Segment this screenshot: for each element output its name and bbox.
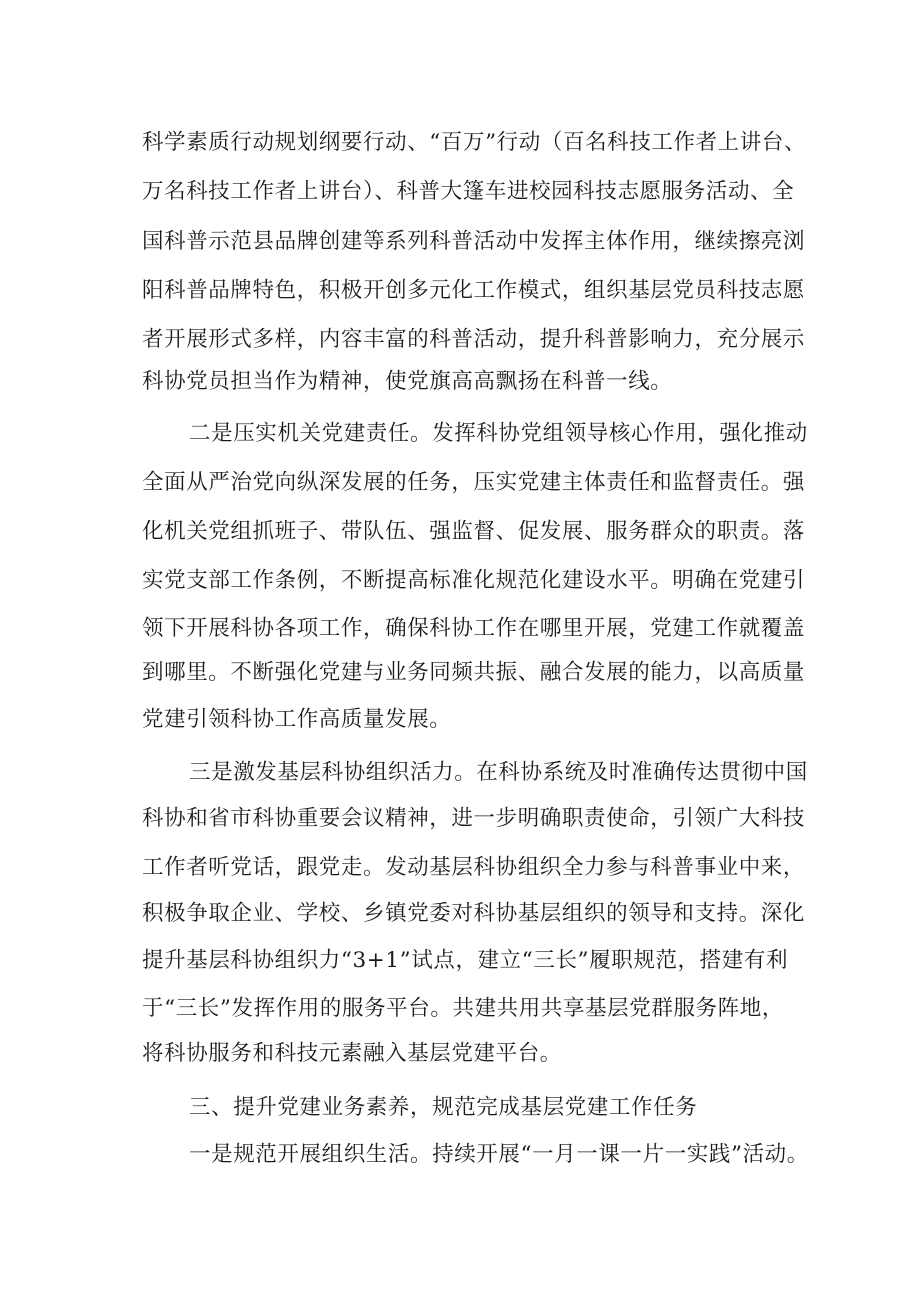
text-line: 积极争取企业、学校、乡镇党委对科协基层组织的领导和支持。深化 bbox=[142, 901, 806, 926]
text-line: 领下开展科协各项工作，确保科协工作在哪里开展，党建工作就覆盖 bbox=[142, 616, 806, 641]
text-line: 阳科普品牌特色，积极开创多元化工作模式，组织基层党员科技志愿 bbox=[142, 278, 806, 303]
text-line: 实党支部工作条例，不断提高标准化规范化建设水平。明确在党建引 bbox=[142, 568, 806, 593]
text-line: 全面从严治党向纵深发展的任务，压实党建主体责任和监督责任。强 bbox=[142, 470, 806, 495]
text-line: 国科普示范县品牌创建等系列科普活动中发挥主体作用，继续擦亮浏 bbox=[142, 229, 806, 254]
text-line: 到哪里。不断强化党建与业务同频共振、融合发展的能力，以高质量 bbox=[142, 660, 806, 685]
text-line: 于“三长”发挥作用的服务平台。共建共用共享基层党群服务阵地， bbox=[142, 996, 784, 1021]
text-line: 提升基层科协组织力“3+1”试点，建立“三长”履职规范，搭建有利 bbox=[142, 948, 789, 973]
section-heading: 三、提升党建业务素养，规范完成基层党建工作任务 bbox=[189, 1095, 698, 1120]
paragraph-4: 一是规范开展组织生活。持续开展“一月一课一片一实践”活动。 bbox=[189, 1142, 809, 1167]
text-line: 工作者听党话，跟党走。发动基层科协组织全力参与科普事业中来， bbox=[142, 855, 806, 880]
text-line: 二是压实机关党建责任。发挥科协党组领导核心作用，强化推动 bbox=[189, 421, 808, 446]
text-line: 化机关党组抓班子、带队伍、强监督、促发展、服务群众的职责。落 bbox=[142, 519, 806, 544]
text-line: 科学素质行动规划纲要行动、“百万”行动（百名科技工作者上讲台、 bbox=[142, 130, 807, 155]
text-line: 科协党员担当作为精神，使党旗高高飘扬在科普一线。 bbox=[142, 369, 673, 394]
text-line: 党建引领科协工作高质量发展。 bbox=[142, 707, 452, 732]
text-line: 将科协服务和科技元素融入基层党建平台。 bbox=[142, 1041, 562, 1066]
text-line: 三是激发基层科协组织活力。在科协系统及时准确传达贯彻中国 bbox=[189, 760, 808, 785]
text-line: 万名科技工作者上讲台）、科普大篷车进校园科技志愿服务活动、全 bbox=[142, 179, 795, 204]
text-line: 科协和省市科协重要会议精神，进一步明确职责使命，引领广大科技 bbox=[142, 806, 806, 831]
text-line: 者开展形式多样，内容丰富的科普活动，提升科普影响力，充分展示 bbox=[142, 327, 806, 352]
